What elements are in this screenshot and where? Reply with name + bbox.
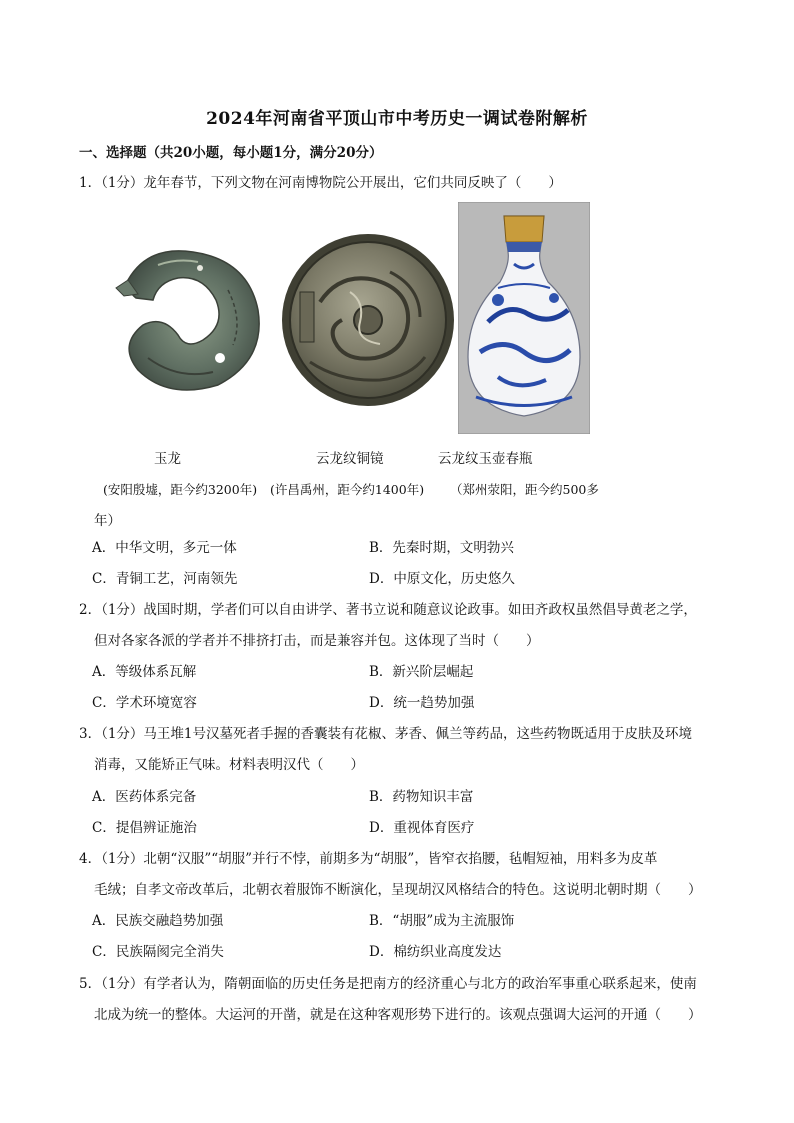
question-4-option-d: D．棉纺织业高度发达 <box>369 944 502 960</box>
question-1-option-c: C．青铜工艺，河南领先 <box>92 571 238 587</box>
artifact-name-bronze-mirror: 云龙纹铜镜 <box>316 451 384 467</box>
question-4-stem-line-1: 4．（1分）北朝“汉服”“胡服”并行不悖，前期多为“胡服”，皆窄衣掐腰，毡帽短袖，用料多为皮革 <box>79 851 658 867</box>
question-5-stem-line-2: 北成为统一的整体。大运河的开凿，就是在这种客观形势下进行的。该观点强调大运河的开通（ ） <box>94 1007 702 1023</box>
artifact-info-jade-dragon: (安阳殷墟，距今约3200年) <box>103 482 258 497</box>
question-1-stem: 1．（1分）龙年春节，下列文物在河南博物院公开展出，它们共同反映了（ ） <box>79 175 562 191</box>
artifact-info-vase: （郑州荥阳，距今约500多 <box>450 482 599 497</box>
bronze-mirror-image <box>280 232 456 408</box>
question-3-option-d: D．重视体育医疗 <box>369 820 475 836</box>
document-title: 2024年河南省平顶山市中考历史一调试卷附解析 <box>206 109 588 129</box>
question-3-option-b: B．药物知识丰富 <box>369 789 474 805</box>
question-2-option-b: B．新兴阶层崛起 <box>369 664 474 680</box>
question-3-option-c: C．提倡辨证施治 <box>92 820 197 836</box>
question-2-stem-line-2: 但对各家各派的学者并不排挤打击，而是兼容并包。这体现了当时（ ） <box>94 633 540 649</box>
blue-white-vase-image <box>458 202 590 434</box>
section-heading: 一、选择题（共20小题，每小题1分，满分20分） <box>79 145 383 161</box>
question-3-option-a: A．医药体系完备 <box>92 789 197 805</box>
question-4-option-b: B．“胡服”成为主流服饰 <box>369 913 515 929</box>
question-2-option-d: D．统一趋势加强 <box>369 695 475 711</box>
jade-dragon-image <box>108 240 274 400</box>
question-3-stem-line-2: 消毒，又能矫正气味。材料表明汉代（ ） <box>94 757 364 773</box>
question-3-stem-line-1: 3．（1分）马王堆1号汉墓死者手握的香囊装有花椒、茅香、佩兰等药品，这些药物既适用于皮肤及环境 <box>79 726 693 742</box>
artifact-info-bronze-mirror: (许昌禹州，距今约1400年) <box>270 482 425 497</box>
question-4-stem-line-2: 毛绒；自孝文帝改革后，北朝衣着服饰不断演化，呈现胡汉风格结合的特色。这说明北朝时期（ ） <box>94 882 702 898</box>
question-1-option-b: B．先秦时期，文明勃兴 <box>369 540 514 556</box>
question-4-option-c: C．民族隔阂完全消失 <box>92 944 224 960</box>
artifact-name-jade-dragon: 玉龙 <box>154 451 181 467</box>
question-5-stem-line-1: 5．（1分）有学者认为，隋朝面临的历史任务是把南方的经济重心与北方的政治军事重心联系起来，使南 <box>79 976 697 992</box>
artifact-info-wrap: 年） <box>94 513 121 529</box>
question-4-option-a: A．民族交融趋势加强 <box>92 913 224 929</box>
question-2-stem-line-1: 2．（1分）战国时期，学者们可以自由讲学、著书立说和随意议论政事。如田齐政权虽然倡导黄老之学， <box>79 602 697 618</box>
question-1-option-d: D．中原文化，历史悠久 <box>369 571 515 587</box>
artifact-name-vase: 云龙纹玉壶春瓶 <box>438 451 533 467</box>
question-2-option-a: A．等级体系瓦解 <box>92 664 197 680</box>
question-2-option-c: C．学术环境宽容 <box>92 695 197 711</box>
question-1-option-a: A．中华文明，多元一体 <box>92 540 237 556</box>
